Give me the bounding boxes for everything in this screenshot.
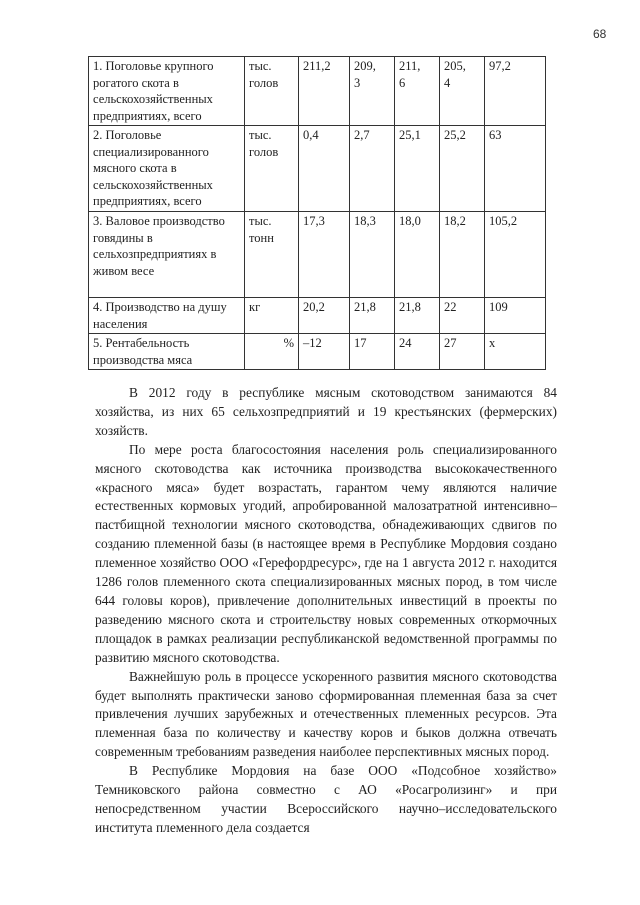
paragraph: В Республике Мордовия на базе ООО «Подсобное хозяйство» Темниковского района совместно с АО «Росагролизинг» и при непосредственном участии Всероссийского научно–исследовательского института племенного дела создается [95, 763, 557, 835]
table-row [89, 212, 546, 298]
value-cell: 20,2 [299, 298, 350, 334]
value-cell: 17,3 [299, 212, 350, 298]
value-cell: 27 [440, 334, 485, 370]
table-row [89, 334, 546, 370]
table-row [89, 57, 546, 126]
value-cell: 22 [440, 298, 485, 334]
value-cell: 18,2 [440, 212, 485, 298]
unit-cell: тыс. голов [245, 57, 299, 126]
indicator-cell: 5. Рентабельность производства мяса [89, 334, 245, 370]
page-number: 68 [593, 27, 607, 41]
indicator-cell: 3. Валовое производство говядины в сельхозпредприятиях в живом весе [89, 212, 245, 298]
value-cell: 24 [395, 334, 440, 370]
value-cell: 209, 3 [350, 57, 395, 126]
value-cell: 0,4 [299, 126, 350, 212]
table-row [89, 298, 546, 334]
value-cell: 63 [485, 126, 546, 212]
value-cell: 97,2 [485, 57, 546, 126]
indicator-cell: 4. Производство на душу населения [89, 298, 245, 334]
value-cell: 18,0 [395, 212, 440, 298]
indicator-cell: 1. Поголовье крупного рогатого скота в сельскохозяйственных предприятиях, всего [89, 57, 245, 126]
livestock-indicators-table [88, 56, 546, 370]
value-cell: 25,2 [440, 126, 485, 212]
value-cell: 18,3 [350, 212, 395, 298]
value-cell: 21,8 [395, 298, 440, 334]
body-text [95, 384, 557, 838]
value-cell: 2,7 [350, 126, 395, 212]
value-cell: х [485, 334, 546, 370]
table-row [89, 126, 546, 212]
paragraph: Важнейшую роль в процессе ускоренного развития мясного скотоводства будет выполнять практически заново сформированная племенная база за счет привлечения лучших зарубежных и отечественных племенных ресурсов. Эта племенная база по количеству и качеству коров и быков должна отвечать современным требованиям разведения наиболее перспективных мясных пород. [95, 668, 557, 760]
value-cell: 21,8 [350, 298, 395, 334]
indicator-cell: 2. Поголовье специализированного мясного скота в сельскохозяйственных предприятиях, всего [89, 126, 245, 212]
unit-cell: тыс. тонн [245, 212, 299, 298]
unit-cell: % [245, 334, 299, 370]
value-cell: 205, 4 [440, 57, 485, 126]
value-cell: 211, 6 [395, 57, 440, 126]
value-cell: 105,2 [485, 212, 546, 298]
value-cell: 17 [350, 334, 395, 370]
unit-cell: тыс. голов [245, 126, 299, 212]
value-cell: 211,2 [299, 57, 350, 126]
paragraph: В 2012 году в республике мясным скотоводством занимаются 84 хозяйства, из них 65 сельхозпредприятий и 19 крестьянских (фермерских) хозяйств. [95, 385, 557, 438]
unit-cell: кг [245, 298, 299, 334]
value-cell: 25,1 [395, 126, 440, 212]
paragraph: По мере роста благосостояния населения роль специализированного мясного скотоводства как источника производства высококачественного «красного мяса» будет возрастать, гарантом чему являются наличие естественных кормовых угодий, апробированной малозатратной интенсивно–пастбищной технологии мясного скотоводства, обнадеживающих сдвигов по созданию племенной базы (в настоящее время в Республике Мордовия создано племенное хозяйство ООО «Герефордресурс», где на 1 августа 2012 г. находится 1286 голов племенного скота специализированных мясных пород, в том числе 644 головы коров), привлечение дополнительных инвестиций в проекты по разведению мясного скота и строительству новых современных откормочных площадок в рамках реализации республиканской ведомственной программы по развитию мясного скотоводства. [95, 441, 557, 665]
value-cell: –12 [299, 334, 350, 370]
value-cell: 109 [485, 298, 546, 334]
